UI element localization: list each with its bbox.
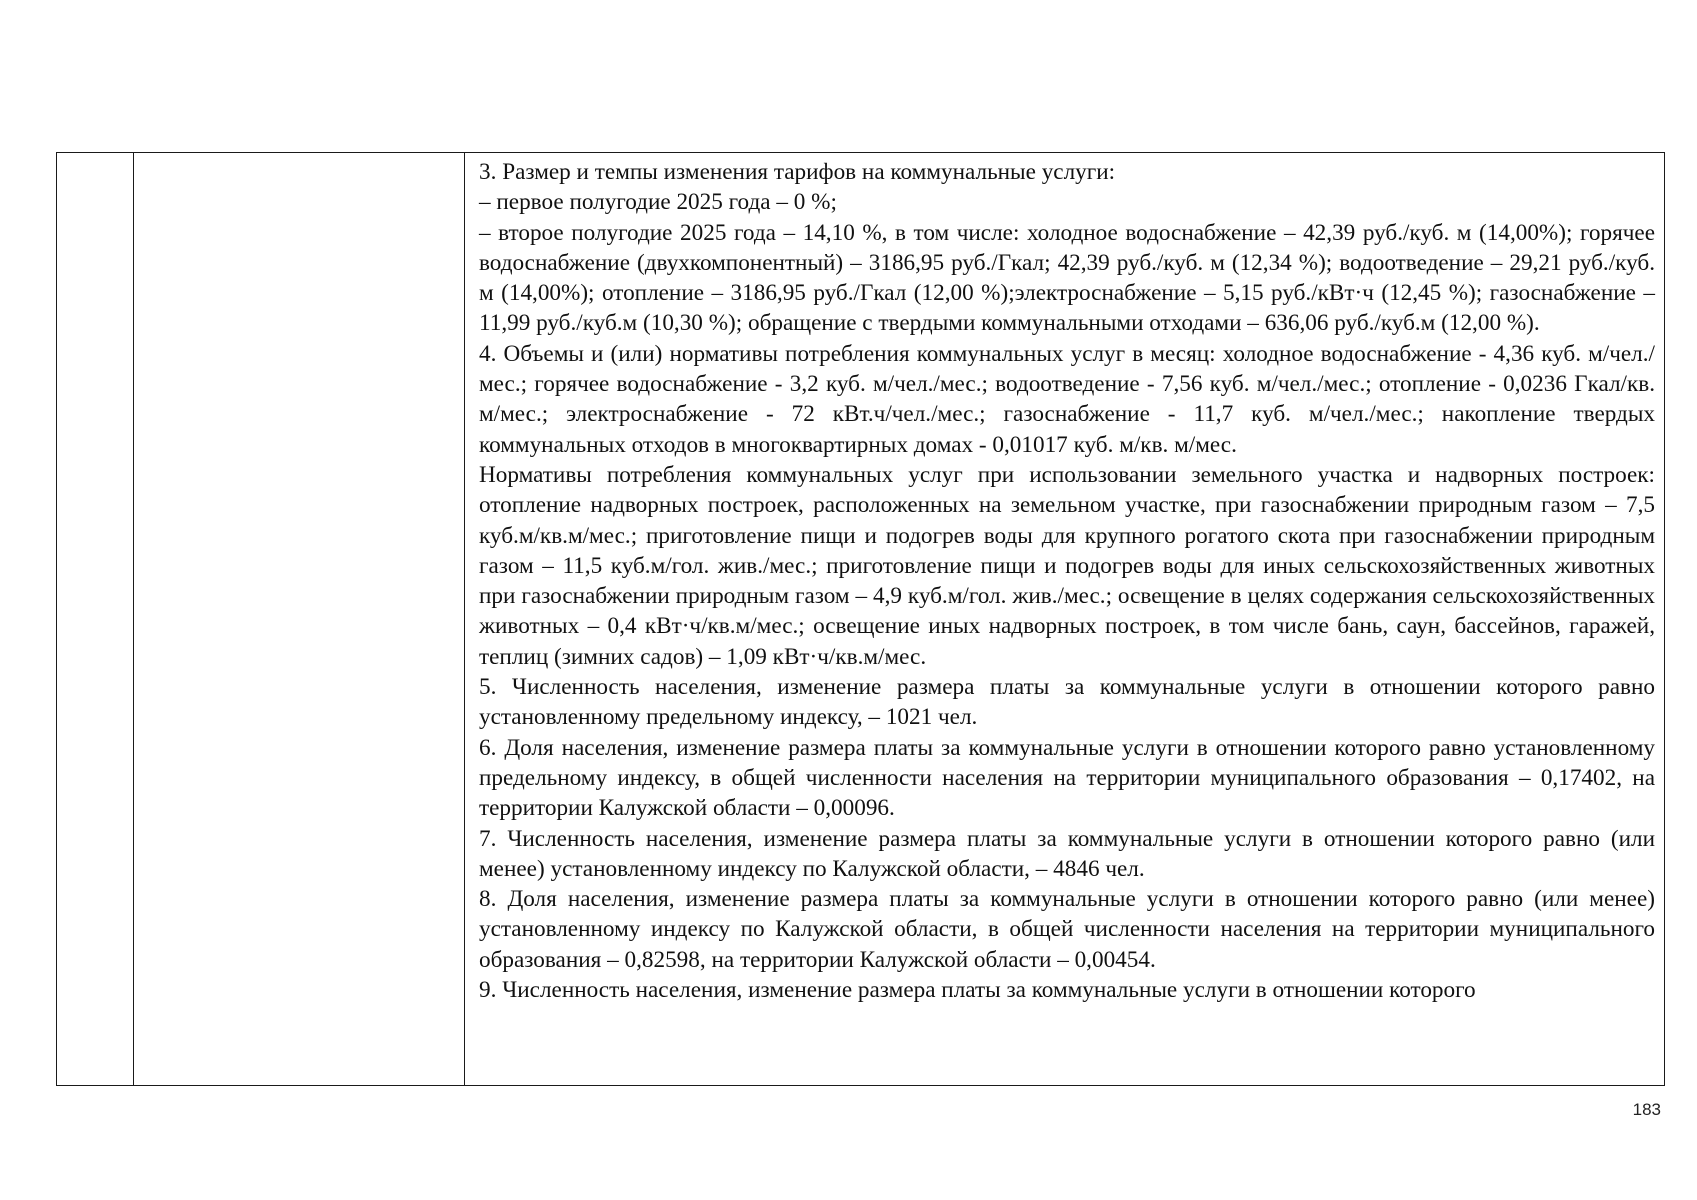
page-number: 183 — [1632, 1100, 1661, 1119]
paragraph-consumption-volumes: 4. Объемы и (или) нормативы потребления коммунальных услуг в месяц: холодное водоснабжение - 4,36 куб. м/чел./мес.; горячее водоснабжение - 3,2 куб. м/чел./мес.; водоотведение - 7,56 куб. м/чел./мес.; отопление - 0,0236 Гкал/кв. м/мес.; электроснабжение - 72 кВт.ч/чел./мес.; газоснабжение - 11,7 куб. м/чел./мес.; накопление твердых коммунальных отходов в многоквартирных домах - 0,01017 куб. м/кв. м/мес. — [479, 340, 1655, 458]
paragraph-share-kaluga-index: 8. Доля населения, изменение размера платы за коммунальные услуги в отношении которого равно (или менее) установленному индексу по Калужской области, в общей численности населения на территории муниципального образования – 0,82598, на территории Калужской области – 0,00454. — [479, 886, 1655, 973]
paragraph-population-continued: 9. Численность населения, изменение размера платы за коммунальные услуги в отношении которого — [479, 977, 1476, 1004]
paragraph-tariffs-heading: 3. Размер и темпы изменения тарифов на коммунальные услуги: — [479, 159, 1116, 185]
paragraph-population-kaluga-index: 7. Численность населения, изменение размера платы за коммунальные услуги в отношении которого равно (или менее) установленному индексу по Калужской области, – 4846 чел. — [479, 825, 1655, 882]
paragraph-first-half-2025: – первое полугодие 2025 года – 0 %; — [479, 189, 837, 216]
table-column-name — [134, 153, 465, 1085]
paragraph-share-limit-index: 6. Доля населения, изменение размера платы за коммунальные услуги в отношении которого равно установленному предельному индексу, в общей численности населения на территории муниципального образования – 0,17402, на территории Калужской области – 0,00096. — [479, 734, 1655, 822]
paragraph-land-plot-norms: Нормативы потребления коммунальных услуг при использовании земельного участка и надворных построек: отопление надворных построек, расположенных на земельном участке, при газоснабжении природным газом – 7,5 куб.м/кв.м/мес.; приготовление пищи и подогрев воды для крупного рогатого скота при газоснабжении природным газом – 11,5 куб.м/гол. жив./мес.; приготовление пищи и подогрев воды для иных сельскохозяйственных животных при газоснабжении природным газом – 4,9 куб.м/гол. жив./мес.; освещение в целях содержания сельскохозяйственных животных – 0,4 кВт·ч/кв.м/мес.; освещение иных надворных построек, в том числе бань, саун, бассейнов, гаражей, теплиц (зимних садов) – 1,09 кВт·ч/кв.м/мес. — [479, 461, 1655, 670]
table-column-number — [57, 153, 134, 1085]
paragraph-population-limit-index: 5. Численность населения, изменение размера платы за коммунальные услуги в отношении которого равно установленному предельному индексу, – 1021 чел. — [479, 674, 1655, 731]
paragraph-second-half-2025: – второе полугодие 2025 года – 14,10 %, в том числе: холодное водоснабжение – 42,39 руб./куб. м (14,00%); горячее водоснабжение (двухкомпонентный) – 3186,95 руб./Гкал; 42,39 руб./куб. м (12,34 %); водоотведение – 29,21 руб./куб. м (14,00%); отопление – 3186,95 руб./Гкал (12,00 %);электроснабжение – 5,15 руб./кВт·ч (12,45 %); газоснабжение – 11,99 руб./куб.м (10,30 %); обращение с твердыми коммунальными отходами – 636,06 руб./куб.м (12,00 %). — [479, 219, 1655, 337]
table-column-content — [465, 153, 1664, 1085]
document-table — [56, 152, 1665, 1086]
